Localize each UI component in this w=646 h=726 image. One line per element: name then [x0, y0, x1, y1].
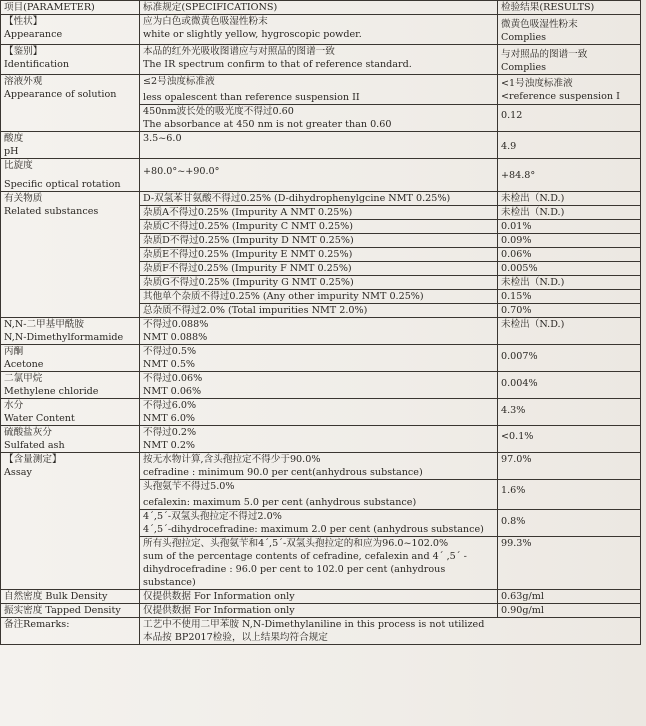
spec-en: The absorbance at 450 nm is not greater than 0.60	[143, 119, 392, 130]
spec-zh: 不得过0.2%	[143, 427, 197, 438]
spec-zh: 不得过0.5%	[143, 346, 197, 357]
spec-zh: 4´,5´-双氢头孢拉定不得过2.0%	[143, 511, 282, 522]
spec-en: 4´,5´-dihydrocefradine: maximum 2.0 per cent (anhydrous substance)	[143, 524, 484, 535]
param-zh: 二氯甲烷	[4, 373, 43, 384]
result-zh: 与对照品的图谱一致	[501, 49, 588, 60]
spec-value: +80.0°~+90.0°	[143, 166, 220, 177]
spec-zh: 头孢氨苄不得过5.0%	[143, 481, 235, 492]
param-zh: 有关物质	[4, 193, 43, 204]
result-value: 0.004%	[501, 378, 538, 389]
result-value: 99.3%	[501, 538, 532, 549]
related-result: 0.01%	[498, 220, 641, 234]
related-result: 未检出（N.D.)	[498, 192, 641, 206]
result-value: <0.1%	[501, 431, 534, 442]
param-zh: 比旋度	[4, 160, 33, 171]
param-en: Water Content	[4, 413, 75, 424]
spec-zh: 不得过0.06%	[143, 373, 203, 384]
related-spec: 其他单个杂质不得过0.25% (Any other impurity NMT 0.25%)	[140, 290, 498, 304]
related-spec: 杂质E不得过0.25% (Impurity E NMT 0.25%)	[140, 248, 498, 262]
related-spec: 总杂质不得过2.0% (Total impurities NMT 2.0%)	[140, 304, 498, 318]
row-tapped-density	[1, 604, 641, 618]
related-result: 0.09%	[498, 234, 641, 248]
param-en: Specific optical rotation	[4, 179, 121, 190]
header-row	[1, 1, 641, 15]
row-acetone	[1, 345, 641, 372]
param-zh: 丙酮	[4, 346, 24, 357]
density-result: 0.63g/ml	[498, 590, 641, 604]
spec-en: NMT 6.0%	[143, 413, 196, 424]
param-zh: N,N-二甲基甲酰胺	[4, 319, 85, 330]
row-appearance	[1, 15, 641, 45]
spec-zh: 所有头孢拉定、头孢氨苄和4´,5´-双氢头孢拉定的和应为96.0~102.0%	[143, 538, 449, 549]
header-parameter: 项目(PARAMETER)	[1, 1, 140, 15]
result-value: 1.6%	[501, 485, 526, 496]
related-spec: 杂质D不得过0.25% (Impurity D NMT 0.25%)	[140, 234, 498, 248]
related-result: 0.06%	[498, 248, 641, 262]
remarks-label: 备注Remarks:	[1, 618, 140, 645]
result-en: Complies	[501, 62, 547, 73]
row-appearance-of-solution	[1, 75, 641, 105]
param-zh: 溶液外观	[4, 76, 43, 87]
result-en: <reference suspension I	[501, 91, 620, 102]
spec-zh: ≤2号浊度标准液	[143, 76, 215, 87]
param-en: Acetone	[4, 359, 44, 370]
spec-zh: 不得过6.0%	[143, 400, 197, 411]
row-optical-rotation	[1, 159, 641, 192]
param-en: Identification	[4, 59, 70, 70]
row-sulfated-ash	[1, 426, 641, 453]
row-remarks	[1, 618, 641, 645]
spec-en: sum of the percentage contents of cefradine, cefalexin and 4´ ,5´ -dihydrocefradine : 96.0 per cent to 102.0 per cent (anhydrous substance)	[143, 551, 467, 588]
related-result: 未检出（N.D.)	[498, 276, 641, 290]
result-value: 0.12	[501, 110, 523, 121]
param-zh: 硫酸盐灰分	[4, 427, 52, 438]
spec-zh: 按无水物计算,含头孢拉定不得少于90.0%	[143, 454, 321, 465]
row-ph	[1, 132, 641, 159]
spec-en: NMT 0.06%	[143, 386, 202, 397]
param-en: Appearance of solution	[4, 89, 117, 100]
param-en: Assay	[4, 467, 32, 478]
param-en: Appearance	[4, 29, 63, 40]
param-zh: 【鉴别】	[4, 46, 43, 57]
row-assay	[1, 453, 641, 480]
spec-en: white or slightly yellow, hygroscopic powder.	[143, 29, 362, 40]
result-zh: <1号浊度标准液	[501, 78, 573, 89]
related-result: 0.15%	[498, 290, 641, 304]
related-spec: 杂质F不得过0.25% (Impurity F NMT 0.25%)	[140, 262, 498, 276]
param-en: Sulfated ash	[4, 440, 65, 451]
density-spec: 仅提供数据 For Information only	[140, 604, 498, 618]
related-result: 0.70%	[498, 304, 641, 318]
result-value: 4.9	[501, 141, 517, 152]
spec-en: less opalescent than reference suspension II	[143, 92, 360, 103]
spec-zh: 本品的红外光吸收图谱应与对照品的图谱一致	[143, 46, 335, 57]
density-result: 0.90g/ml	[498, 604, 641, 618]
density-spec: 仅提供数据 For Information only	[140, 590, 498, 604]
density-param: 自然密度 Bulk Density	[1, 590, 140, 604]
param-zh: 【含量测定】	[4, 454, 62, 465]
remarks-line-1: 工艺中不使用二甲苯胺 N,N-Dimethylaniline in this process is not utilized	[143, 619, 485, 630]
spec-en: cefalexin: maximum 5.0 per cent (anhydrous substance)	[143, 497, 417, 508]
spec-en: NMT 0.2%	[143, 440, 196, 451]
related-result: 0.005%	[498, 262, 641, 276]
related-result: 未检出（N.D.)	[498, 206, 641, 220]
spec-en: NMT 0.088%	[143, 332, 208, 343]
result-zh: 微黄色吸湿性粉末	[501, 19, 578, 30]
row-related-substance	[1, 192, 641, 206]
related-spec: 杂质C不得过0.25% (Impurity C NMT 0.25%)	[140, 220, 498, 234]
related-spec: 杂质A不得过0.25% (Impurity A NMT 0.25%)	[140, 206, 498, 220]
remarks-line-2: 本品按 BP2017检验，以上结果均符合规定	[143, 632, 328, 643]
result-value: 97.0%	[501, 454, 532, 465]
header-results: 检验结果(RESULTS)	[498, 1, 641, 15]
related-spec: D-双氢苯甘氨酸不得过0.25% (D-dihydrophenylgcine NMT 0.25%)	[140, 192, 498, 206]
row-identification	[1, 45, 641, 75]
param-zh: 【性状】	[4, 16, 43, 27]
row-bulk-density	[1, 590, 641, 604]
param-en: Methylene chloride	[4, 386, 99, 397]
param-en: pH	[4, 146, 19, 157]
param-en: Related substances	[4, 206, 99, 217]
spec-en: The IR spectrum confirm to that of reference standard.	[143, 59, 412, 70]
spec-value: 3.5~6.0	[143, 133, 182, 144]
related-spec: 杂质G不得过0.25% (Impurity G NMT 0.25%)	[140, 276, 498, 290]
result-value: 0.8%	[501, 516, 526, 527]
result-en: Complies	[501, 32, 547, 43]
row-methylene-chloride	[1, 372, 641, 399]
row-dmf	[1, 318, 641, 345]
spec-en: cefradine : minimum 90.0 per cent(anhydrous substance)	[143, 467, 423, 478]
result-value: +84.8°	[501, 170, 536, 181]
param-en: N,N-Dimethylformamide	[4, 332, 124, 343]
spec-zh: 应为白色或微黄色吸湿性粉末	[143, 16, 268, 27]
result-value: 4.3%	[501, 405, 526, 416]
spec-zh: 450nm波长处的吸光度不得过0.60	[143, 106, 294, 117]
result-value: 0.007%	[501, 351, 538, 362]
header-specifications: 标准规定(SPECIFICATIONS)	[140, 1, 498, 15]
spec-en: NMT 0.5%	[143, 359, 196, 370]
result-value: 未检出（N.D.)	[501, 319, 565, 330]
spec-zh: 不得过0.088%	[143, 319, 209, 330]
param-zh: 水分	[4, 400, 24, 411]
param-zh: 酸度	[4, 133, 24, 144]
density-param: 振实密度 Tapped Density	[1, 604, 140, 618]
row-water-content	[1, 399, 641, 426]
